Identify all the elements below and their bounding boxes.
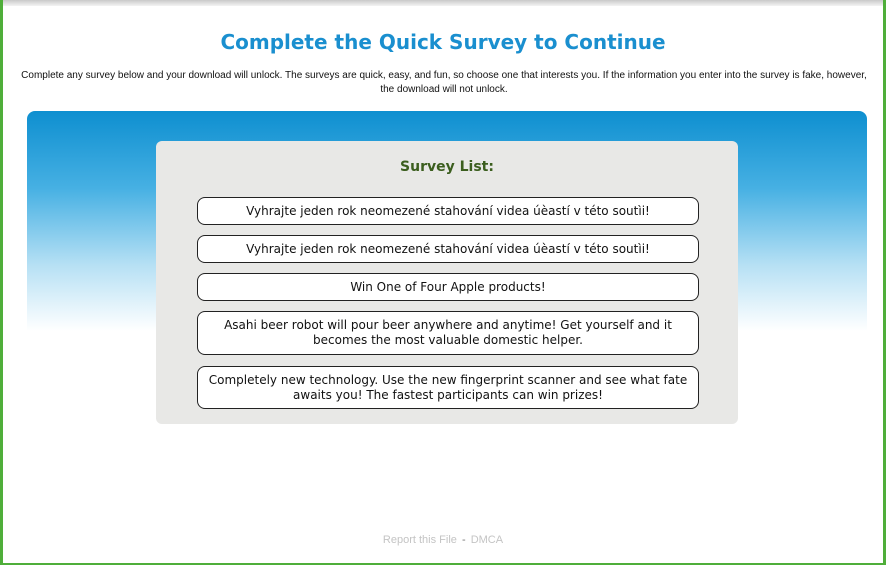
survey-list-panel [156,141,738,424]
survey-item-4[interactable]: Asahi beer robot will pour beer anywhere and anytime! Get yourself and it becomes the most valuable domestic helper. [197,311,699,355]
survey-item-5[interactable]: Completely new technology. Use the new fingerprint scanner and see what fate awaits you! The fastest participants can win prizes! [197,366,699,409]
survey-list-title: Survey List: [400,159,494,175]
footer-separator: - [461,534,466,546]
footer [3,534,883,546]
page-title: Complete the Quick Survey to Continue [220,30,666,54]
intro-text: Complete any survey below and your download will unlock. The surveys are quick, easy, and fun, so choose one that interests you. If the information you enter into the survey is fake, however, the download will not unlock. [21,70,867,95]
survey-item-1[interactable]: Vyhrajte jeden rok neomezené stahování videa úèastí v této soutìi! [197,197,699,225]
survey-item-2[interactable]: Vyhrajte jeden rok neomezené stahování videa úèastí v této soutìi! [197,235,699,263]
report-file-link[interactable]: Report this File [382,534,457,546]
dmca-link[interactable]: DMCA [470,534,504,546]
survey-item-3[interactable]: Win One of Four Apple products! [197,273,699,301]
top-strip [3,0,883,6]
